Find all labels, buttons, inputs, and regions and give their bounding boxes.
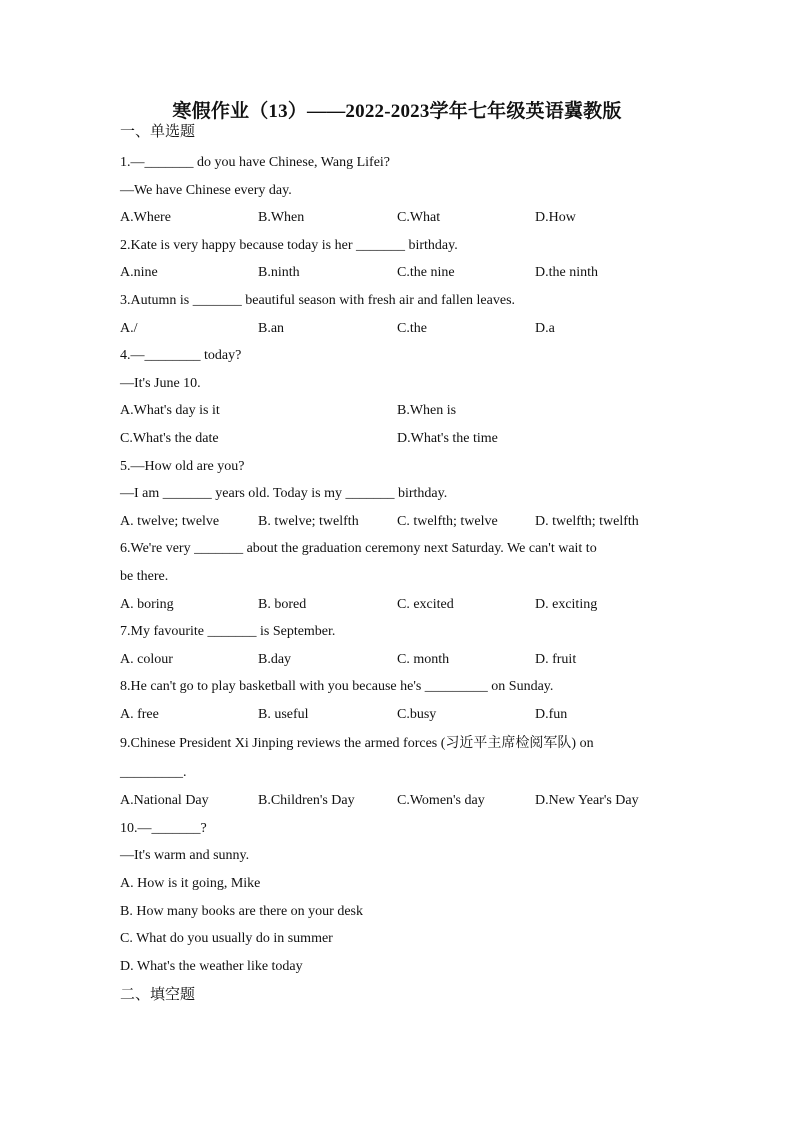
question-3-option-c: C.the: [397, 321, 427, 336]
question-7-stem: 7.My favourite _______ is September.: [120, 624, 336, 639]
question-6-stem: 6.We're very _______ about the graduation ceremony next Saturday. We can't wait to: [120, 541, 597, 556]
question-2-option-b: B.ninth: [258, 265, 300, 280]
question-7-option-d: D. fruit: [535, 652, 577, 667]
question-10-reply: —It's warm and sunny.: [120, 848, 250, 863]
question-3-option-d: D.a: [535, 321, 555, 336]
question-6-option-c: C. excited: [397, 597, 454, 612]
question-10-option-d: D. What's the weather like today: [120, 959, 303, 974]
question-2-option-a: A.nine: [120, 265, 158, 280]
question-7-option-b: B.day: [258, 652, 292, 667]
question-1-stem: 1.—_______ do you have Chinese, Wang Lifei?: [120, 155, 391, 170]
question-3-option-b: B.an: [258, 321, 285, 336]
question-2-option-d: D.the ninth: [535, 265, 598, 280]
question-1-option-b: B.When: [258, 210, 305, 225]
question-9-option-d: D.New Year's Day: [535, 793, 639, 808]
section-heading-multiple-choice: 一、单选题: [120, 124, 196, 140]
question-9-option-a: A.National Day: [120, 793, 209, 808]
question-4-option-a: A.What's day is it: [120, 403, 220, 418]
page-title: 寒假作业（13）——2022-2023学年七年级英语冀教版: [172, 101, 622, 122]
question-8-option-a: A. free: [120, 707, 159, 722]
question-8-stem: 8.He can't go to play basketball with you because he's _________ on Sunday.: [120, 679, 554, 694]
question-5-stem: 5.—How old are you?: [120, 459, 245, 474]
question-5-option-d: D. twelfth; twelfth: [535, 514, 639, 529]
question-5-option-b: B. twelve; twelfth: [258, 514, 359, 529]
question-3-option-a: A./: [120, 321, 138, 336]
question-10-option-c: C. What do you usually do in summer: [120, 931, 333, 946]
question-9-option-b: B.Children's Day: [258, 793, 355, 808]
question-7-option-a: A. colour: [120, 652, 173, 667]
question-10-option-a: A. How is it going, Mike: [120, 876, 261, 891]
question-6-option-d: D. exciting: [535, 597, 598, 612]
question-8-option-d: D.fun: [535, 707, 568, 722]
question-8-option-c: C.busy: [397, 707, 437, 722]
question-6-option-b: B. bored: [258, 597, 307, 612]
question-1-option-c: C.What: [397, 210, 441, 225]
section-heading-fill-in: 二、填空题: [120, 987, 196, 1003]
question-5-reply: —I am _______ years old. Today is my _______ birthday.: [120, 486, 448, 501]
question-9-stem-continued: _________.: [120, 765, 187, 780]
question-9-stem: 9.Chinese President Xi Jinping reviews the armed forces (习近平主席检阅军队) on: [120, 736, 594, 751]
question-4-option-b: B.When is: [397, 403, 457, 418]
question-4-option-c: C.What's the date: [120, 431, 219, 446]
question-7-option-c: C. month: [397, 652, 450, 667]
question-6-option-a: A. boring: [120, 597, 174, 612]
question-1-option-a: A.Where: [120, 210, 171, 225]
question-1-option-d: D.How: [535, 210, 576, 225]
question-4-reply: —It's June 10.: [120, 376, 201, 391]
question-5-option-c: C. twelfth; twelve: [397, 514, 498, 529]
question-1-reply: —We have Chinese every day.: [120, 183, 292, 198]
question-10-option-b: B. How many books are there on your desk: [120, 904, 364, 919]
question-2-stem: 2.Kate is very happy because today is her _______ birthday.: [120, 238, 458, 253]
question-2-option-c: C.the nine: [397, 265, 455, 280]
question-4-option-d: D.What's the time: [397, 431, 498, 446]
question-6-stem-continued: be there.: [120, 569, 169, 584]
question-9-option-c: C.Women's day: [397, 793, 485, 808]
question-3-stem: 3.Autumn is _______ beautiful season with fresh air and fallen leaves.: [120, 293, 516, 308]
question-4-stem: 4.—________ today?: [120, 348, 242, 363]
question-10-stem: 10.—_______?: [120, 821, 207, 836]
question-5-option-a: A. twelve; twelve: [120, 514, 220, 529]
question-8-option-b: B. useful: [258, 707, 309, 722]
